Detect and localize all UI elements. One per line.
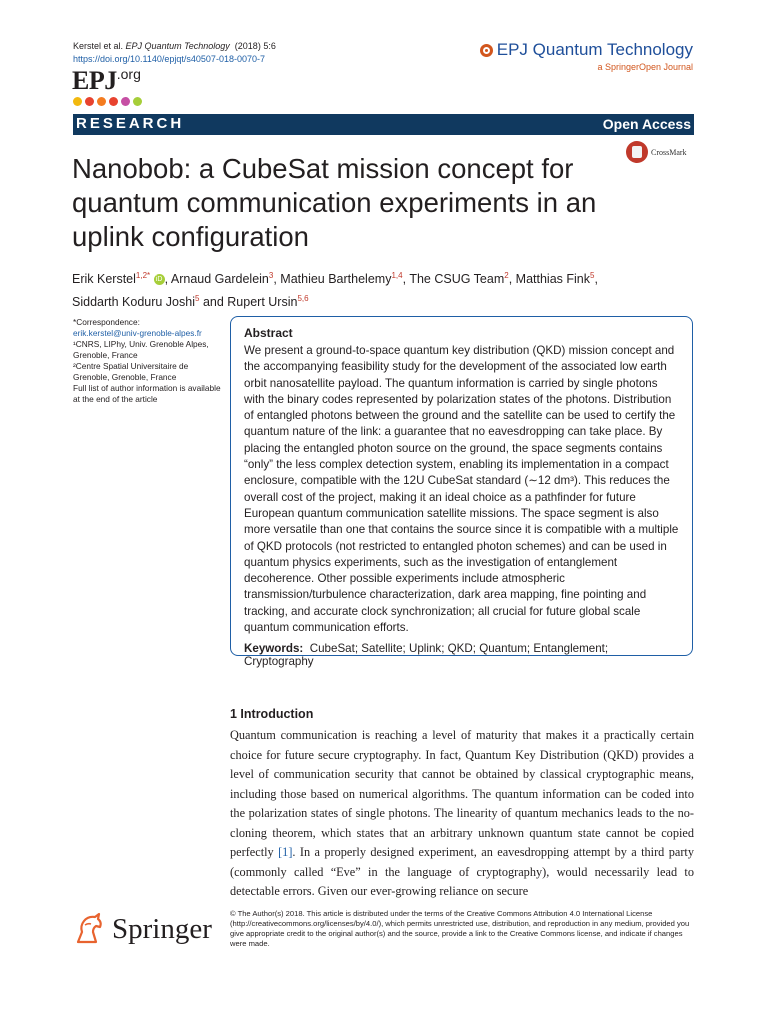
orcid-icon[interactable]: iD	[154, 274, 165, 285]
logo-dot	[133, 97, 142, 106]
author-affiliation: 2	[504, 271, 509, 280]
epj-logo-dots	[73, 97, 142, 106]
citation-journal: EPJ Quantum Technology	[125, 41, 230, 51]
logo-dot	[85, 97, 94, 106]
section-heading-introduction: 1 Introduction	[230, 707, 314, 721]
intro-text-part-2: . In a properly designed experiment, an eavesdropping attempt by a third party (commonly called “Eve” in the language of cryptography), would necessarily lead to detectable errors. Given our ever-growing reliance on secure	[230, 845, 694, 898]
keywords-label: Keywords:	[244, 642, 304, 656]
author-affiliation: 1,2*	[135, 271, 151, 280]
citation-block	[73, 40, 276, 66]
springer-horse-icon	[72, 912, 106, 946]
author-name[interactable]: Mathieu Barthelemy	[280, 272, 392, 287]
abstract-box	[230, 316, 693, 669]
logo-dot	[109, 97, 118, 106]
author-info-note: Full list of author information is available at the end of the article	[73, 383, 221, 404]
author-name[interactable]: Siddarth Koduru Joshi	[72, 295, 195, 310]
author-affiliation: 1,4	[391, 271, 403, 280]
epj-logo[interactable]	[72, 66, 141, 96]
affiliation-2: ²Centre Spatial Universitaire de Grenoble, Grenoble, France	[73, 361, 189, 382]
author-name[interactable]: Matthias Fink	[515, 272, 591, 287]
correspondence-label: *Correspondence:	[73, 317, 140, 327]
journal-name: EPJ Quantum Technology	[496, 40, 693, 59]
open-access-label: Open Access	[602, 116, 691, 132]
logo-dot	[97, 97, 106, 106]
crossmark-label: CrossMark	[651, 147, 687, 157]
epj-logo-suffix: .org	[116, 66, 141, 82]
springer-logo[interactable]	[72, 912, 212, 946]
affiliation-1: ¹CNRS, LIPhy, Univ. Grenoble Alpes, Grenoble, France	[73, 339, 209, 360]
license-text: © The Author(s) 2018. This article is distributed under the terms of the Creative Commons Attribution 4.0 International License (http://creativecommons.org/licenses/by/4.0/), which permits unrestricted use, distribution, and reproduction in any medium, provided you give appropriate credit to the original author(s) and the source, provide a link to the Creative Commons license, and indicate if changes were made.	[230, 909, 690, 948]
author-list: Erik Kerstel$^{1,2*}$ iD , Arnaud Gardelein$^3$, Mathieu Barthelemy$^{1,4}$, The CSUG Team$^2$, Matthias Fink$^5$, Siddarth Koduru Joshi$^5$ and Rupert Ursin$^{5,6}$	[72, 271, 598, 310]
author-name[interactable]: Arnaud Gardelein	[170, 272, 269, 287]
journal-subtitle: a SpringerOpen Journal	[597, 62, 693, 72]
logo-dot	[121, 97, 130, 106]
author-affiliation: 5	[195, 294, 200, 304]
author-and: and	[202, 295, 224, 310]
epj-logo-text: EPJ	[72, 66, 117, 95]
correspondence-sidebar	[73, 317, 223, 405]
journal-logo-icon	[480, 44, 493, 57]
doi-link[interactable]: https://doi.org/10.1140/epjqt/s40507-018-0070-7	[73, 54, 265, 64]
author-name[interactable]: Erik Kerstel	[72, 272, 136, 287]
introduction-text	[230, 726, 694, 902]
citation-authors: Kerstel et al.	[73, 41, 124, 51]
journal-brand[interactable]	[480, 40, 693, 72]
author-affiliation: 5	[590, 271, 595, 280]
reference-link[interactable]: [1]	[278, 845, 293, 859]
article-title: Nanobob: a CubeSat mission concept for quantum communication experiments in an uplink configuration	[72, 153, 597, 252]
abstract-heading: Abstract	[244, 326, 293, 340]
abstract-text: We present a ground-to-space quantum key distribution (QKD) mission concept and the accompanying feasibility study for the development of the associated low earth orbit nanosatellite payload. The quantum information is carried by single photons with the binary codes represented by polarization states of the photons. Distribution of entangled photons between the ground and the satellite can be used to certify the quantum nature of the link: a guarantee that no eavesdropping can take place. By placing the entangled photon source on the ground, the space segments contains “only” the less complex detection system, enabling its implementation in a compact enclosure, compatible with the 12U CubeSat standard (∼12 dm³). This reduces the overall cost of the project, making it an ideal choice as a pathfinder for future European quantum communication satellite missions. The space segment is also more versatile than one that contains the source since it is compatible with a multiple of QKD protocols (not restricted to entangled photon schemes) and can be used in quantum physics experiments, such as the investigation of entanglement decoherence. Other possible experiments include atmospheric transmission/turbulence characterization, dark area mapping, fine pointing and tracking, and accurate clock synchronization; all crucial for future global scale quantum communication efforts.	[244, 344, 679, 635]
author-name[interactable]: Rupert Ursin	[227, 295, 298, 310]
logo-dot	[73, 97, 82, 106]
section-bar	[73, 114, 694, 135]
springer-wordmark: Springer	[112, 912, 212, 945]
correspondence-email[interactable]: erik.kerstel@univ-grenoble-alpes.fr	[73, 328, 202, 338]
author-name[interactable]: The CSUG Team	[409, 272, 505, 287]
author-affiliation: 5,6	[297, 294, 309, 304]
intro-text-part-1: Quantum communication is reaching a level of maturity that makes it a practically certain choice for future secure cryptography. In fact, Quantum Key Distribution (QKD) provides a level of communication security that cannot be obtained by classical cryptographic means, including those based on numerical algorithms. The quantum information can be coded into the polarization states of single photons. The linearity of quantum mechanics leads to the no-cloning theorem, which states that an arbitrary unknown quantum state cannot be copied perfectly	[230, 728, 694, 859]
keywords-line	[244, 642, 679, 668]
section-label: RESEARCH	[76, 115, 185, 132]
author-affiliation: 3	[268, 271, 274, 280]
citation-year: (2018)	[234, 41, 261, 51]
citation-volume: 5:6	[263, 41, 276, 51]
keywords-list: CubeSat; Satellite; Uplink; QKD; Quantum; Entanglement; Cryptography	[244, 642, 609, 669]
